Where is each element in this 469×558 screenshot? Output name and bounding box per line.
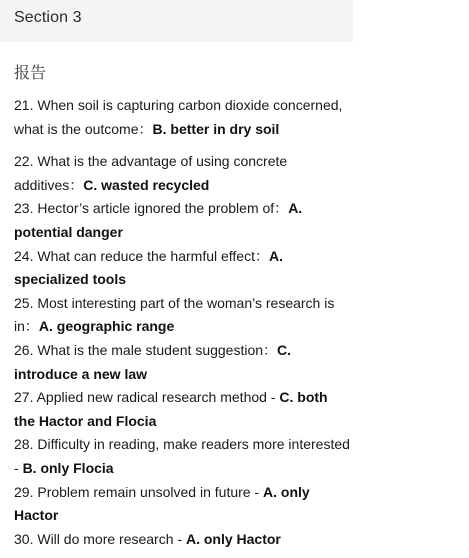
question-text: 24. What can reduce the harmful effect： xyxy=(14,247,269,264)
question-item xyxy=(14,245,350,292)
question-item xyxy=(14,292,350,339)
question-text: 23. Hector’s article ignored the problem of： xyxy=(14,200,289,217)
question-text: 28. Difficulty in reading, make readers more interested - xyxy=(14,436,350,476)
question-text: 22. What is the advantage of using concrete additives： xyxy=(14,153,288,193)
answer-text: C. both the Hactor and Flocia xyxy=(14,389,328,429)
question-item xyxy=(14,150,350,197)
answer-text: A. specialized tools xyxy=(14,247,283,288)
answer-text: B. better in dry soil xyxy=(152,120,280,137)
question-item xyxy=(14,197,350,244)
section-title: Section 3 xyxy=(14,9,82,26)
question-item xyxy=(14,386,350,433)
answer-text: A. only Hactor xyxy=(185,530,281,547)
question-item xyxy=(14,481,350,528)
answer-text: C. wasted recycled xyxy=(83,176,210,193)
question-text: 21. When soil is capturing carbon dioxide concerned, what is the outcome： xyxy=(14,97,343,137)
question-text: 26. What is the male student suggestion： xyxy=(14,341,278,358)
question-text: 27. Applied new radical research method - xyxy=(14,389,280,406)
answer-text: B. only Flocia xyxy=(22,459,114,476)
question-item xyxy=(14,339,350,386)
answer-text: A. potential danger xyxy=(14,200,303,240)
question-item xyxy=(14,94,350,141)
subheading: 报告 xyxy=(14,63,47,82)
answer-text: A. only Hactor xyxy=(14,483,310,524)
question-text: 30. Will do more research - xyxy=(14,530,186,547)
question-text: 29. Problem remain unsolved in future - xyxy=(14,483,264,500)
question-answer-list xyxy=(14,94,350,551)
question-item xyxy=(14,528,350,552)
section-header xyxy=(0,0,353,42)
answer-text: C. introduce a new law xyxy=(14,341,292,382)
question-item xyxy=(14,433,350,480)
question-text: 25. Most interesting part of the woman’s research is in： xyxy=(14,294,335,335)
answer-text: A. geographic range xyxy=(38,318,175,335)
